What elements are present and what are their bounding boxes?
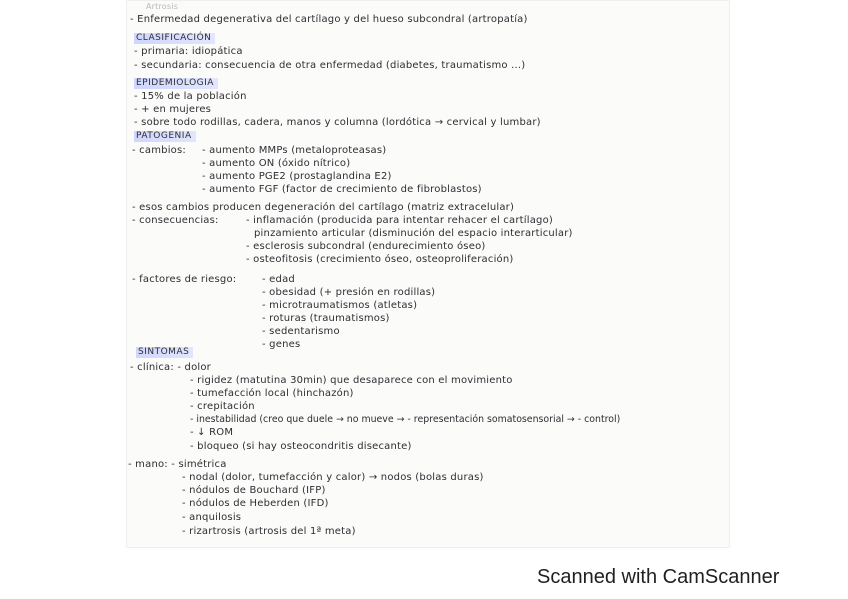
- section-patogenia: PATOGENIA: [134, 131, 196, 142]
- list-item: pinzamiento articular (disminución del espacio interarticular): [254, 228, 573, 239]
- list-item: - + en mujeres: [134, 104, 212, 115]
- list-item: - aumento PGE2 (prostaglandina E2): [202, 171, 392, 182]
- cambios-label: - cambios:: [132, 145, 186, 156]
- section-epidemiologia: EPIDEMIOLOGIA: [134, 78, 218, 89]
- camscanner-watermark: Scanned with CamScanner: [537, 566, 780, 588]
- list-item: - obesidad (+ presión en rodillas): [262, 287, 436, 298]
- list-item: - crepitación: [190, 401, 255, 412]
- list-item: - rizartrosis (artrosis del 1ª meta): [182, 526, 356, 537]
- list-item: - microtraumatismos (atletas): [262, 300, 418, 311]
- list-item: - genes: [262, 339, 301, 350]
- list-item: - 15% de la población: [134, 91, 247, 102]
- definition-line: - Enfermedad degenerativa del cartílago y del hueso subcondral (artropatía): [130, 14, 528, 25]
- list-item: - aumento ON (óxido nítrico): [202, 158, 351, 169]
- list-item: - anquilosis: [182, 512, 242, 523]
- list-item: - bloqueo (si hay osteocondritis disecante): [190, 441, 412, 452]
- list-item: - sobre todo rodillas, cadera, manos y columna (lordótica → cervical y lumbar): [134, 117, 541, 128]
- list-item: - edad: [262, 274, 295, 285]
- list-item: - inestabilidad (creo que duele → no mueve → - representación somatosensorial → - control): [190, 414, 621, 425]
- list-item: - rigidez (matutina 30min) que desaparece con el movimiento: [190, 375, 513, 386]
- list-item: - aumento MMPs (metaloproteasas): [202, 145, 387, 156]
- section-clasificacion: CLASIFICACIÓN: [134, 33, 215, 44]
- list-item: - esos cambios producen degeneración del cartílago (matriz extracelular): [132, 202, 515, 213]
- list-item: - secundaria: consecuencia de otra enfermedad (diabetes, traumatismo ...): [134, 60, 526, 71]
- list-item: - tumefacción local (hinchazón): [190, 388, 354, 399]
- consecuencias-label: - consecuencias:: [132, 215, 219, 226]
- list-item: - ↓ ROM: [190, 427, 234, 438]
- list-item: - nodal (dolor, tumefacción y calor) → nodos (bolas duras): [182, 472, 484, 483]
- list-item: - inflamación (producida para intentar rehacer el cartílago): [246, 215, 554, 226]
- mano-label: - mano: - simétrica: [128, 459, 227, 470]
- list-item: - primaria: idiopática: [134, 46, 243, 57]
- list-item: - nódulos de Heberden (IFD): [182, 498, 329, 509]
- list-item: - sedentarismo: [262, 326, 340, 337]
- list-item: - esclerosis subcondral (endurecimiento óseo): [246, 241, 486, 252]
- section-sintomas: SINTOMAS: [136, 347, 193, 358]
- list-item: - nódulos de Bouchard (IFP): [182, 485, 326, 496]
- factores-label: - factores de riesgo:: [132, 274, 237, 285]
- clinica-label: - clínica: - dolor: [130, 362, 211, 373]
- list-item: - roturas (traumatismos): [262, 313, 390, 324]
- header-note: Artrosis: [146, 2, 179, 11]
- scanned-page: [126, 0, 730, 548]
- list-item: - aumento FGF (factor de crecimiento de fibroblastos): [202, 184, 482, 195]
- list-item: - osteofitosis (crecimiento óseo, osteoproliferación): [246, 254, 514, 265]
